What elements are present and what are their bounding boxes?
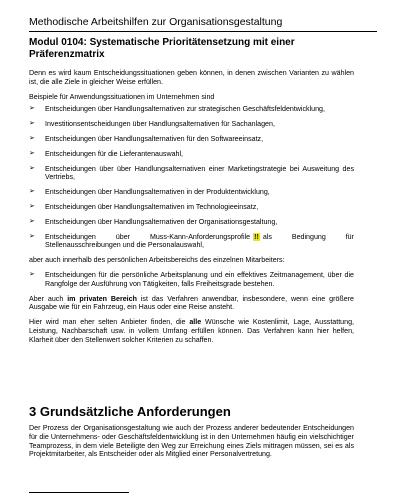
list-item: ➢ Entscheidungen für die Lieferantenauswahl, bbox=[29, 149, 184, 158]
personal-intro: aber auch innerhalb des persönlichen Arbeitsbereichs des einzelnen Mitarbeiters: bbox=[29, 256, 285, 265]
examples-list bbox=[29, 105, 354, 250]
private-paragraph: Aber auch im privaten Bereich ist das Verfahren anwendbar, insbesondere, wenn eine größere Ausgabe wie für ein Fahrzeug, ein Haus oder eine Reise ansteht. bbox=[29, 294, 354, 312]
list-item: ➢ Entscheidungen über Handlungsalternativen der Organisationsgestaltung, bbox=[29, 217, 278, 226]
bullet-arrow-icon: ➢ bbox=[29, 120, 35, 128]
section-heading: 3 Grundsätzliche Anforderungen bbox=[29, 404, 231, 419]
bullet-arrow-icon: ➢ bbox=[29, 232, 35, 240]
bullet-arrow-icon: ➢ bbox=[29, 149, 35, 157]
list-item: ➢ Entscheidungen über Handlungsalternativen für den Softwareeinsatz, bbox=[29, 134, 264, 143]
list-item: ➢ Entscheidungen über Handlungsalternativen in der Produktentwicklung, bbox=[29, 188, 270, 197]
header-rule bbox=[29, 31, 377, 32]
list-item: ➢ Entscheidungen für die persönliche Arbeitsplanung und ein effektives Zeitmanagement, über die Rangfolge der Ausführung von Tätigkeiten, falls Freiheitsgrade bestehen. bbox=[29, 270, 354, 288]
bullet-arrow-icon: ➢ bbox=[29, 164, 35, 172]
running-header: Methodische Arbeitshilfen zur Organisationsgestaltung bbox=[29, 16, 283, 28]
intro-paragraph: Denn es wird kaum Entscheidungssituationen geben können, in denen zwischen Varianten zu wählen ist, die alle Ziele in gleicher Weise erfüllen. bbox=[29, 69, 354, 86]
list-item: ➢ Entscheidungen über über Handlungsalternativen einer Marketingstrategie bei Ausweitung des Vertriebs, bbox=[29, 164, 354, 182]
wishes-paragraph: Hier wird man eher selten Anbieter finden, die alle Wünsche wie Kostenlimit, Lage, Ausstattung, Leistung, Nachbarschaft usw. in vollem Umfang erfüllen können. Das Verfahren kann hier helfen, Klarheit über den Stellenwert solcher Kriterien zu schaffen. bbox=[29, 318, 354, 344]
section-paragraph: Der Prozess der Organisationsgestaltung wie auch der Prozess anderer bedeutender Entscheidungen für die Unternehmens- oder Geschäftsfeldentwicklung ist in den Unternehmen häufig ein vielschichtiger Teamprozess, in dem viele Beteiligte den Weg zur Erreichung eines Ziels mittragen müssen, sei es als Projektmitarbeiter, als Entscheider oder als Mitglied einer Personalvertretung. bbox=[29, 424, 354, 459]
examples-heading: Beispiele für Anwendungssituationen im Unternehmen sind bbox=[29, 92, 215, 101]
personal-list bbox=[29, 271, 354, 289]
bullet-arrow-icon: ➢ bbox=[29, 270, 35, 278]
list-item: ➢ Entscheidungen über Handlungsalternativen im Technologieeinsatz, bbox=[29, 202, 259, 211]
list-item: ➢ Entscheidungen über Handlungsalternativen zur strategischen Geschäftsfeldentwicklung, bbox=[29, 105, 325, 114]
list-item: ➢ Investitionsentscheidungen über Handlungsalternativen für Sachanlagen, bbox=[29, 120, 275, 129]
footnote-rule bbox=[29, 492, 129, 493]
document-body bbox=[29, 69, 354, 351]
module-title: Modul 0104: Systematische Prioritätensetzung mit einer Präferenzmatrix bbox=[29, 37, 295, 60]
bullet-arrow-icon: ➢ bbox=[29, 217, 35, 225]
bullet-arrow-icon: ➢ bbox=[29, 134, 35, 142]
bullet-arrow-icon: ➢ bbox=[29, 202, 35, 210]
bullet-arrow-icon: ➢ bbox=[29, 188, 35, 196]
list-item: ➢ Entscheidungen über Muss-Kann-Anforderungsprofile !! als Bedingung für Stellenausschreibungen und die Personalauswahl, bbox=[29, 232, 354, 250]
bullet-arrow-icon: ➢ bbox=[29, 105, 35, 113]
highlight-marker: !! bbox=[254, 232, 259, 241]
